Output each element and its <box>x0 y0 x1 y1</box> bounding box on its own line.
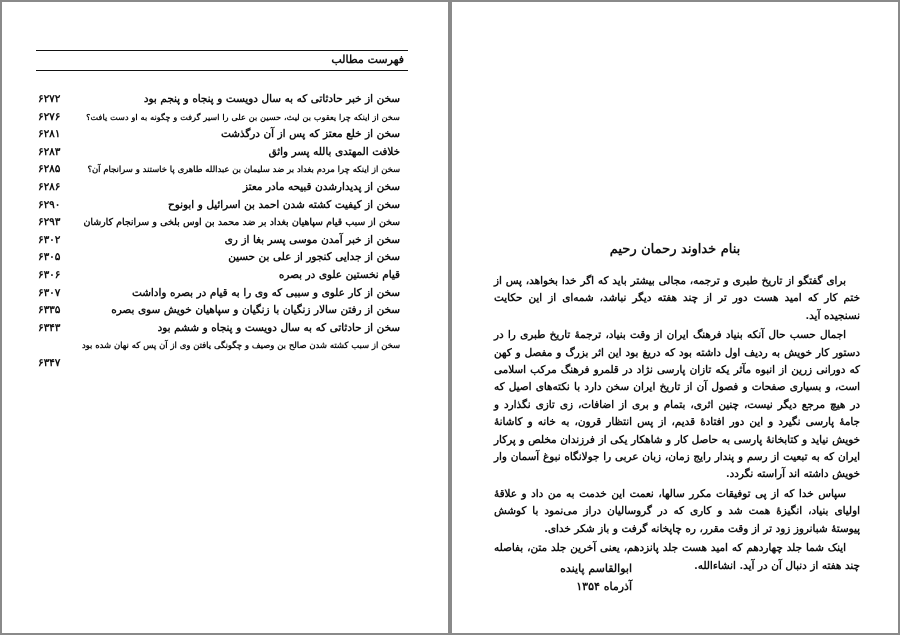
toc-entry-page-number: ۶۲۸۵ <box>38 163 61 176</box>
toc-entry <box>38 355 400 373</box>
toc-entry-title: سخن از کیفیت کشته شدن احمد بن اسرائیل و ابونوح <box>168 198 400 211</box>
toc-entry-title: سخن از کار علوی و سببی که وی را به قیام در بصره واداشت <box>132 286 400 299</box>
toc-entry-page-number: ۶۳۴۷ <box>38 356 61 369</box>
toc-entry <box>38 144 400 162</box>
signature <box>512 560 632 596</box>
toc-entry-title: سخن از خلع معتز که پس از آن درگذشت <box>220 128 400 141</box>
toc-entry-title: سخن از سبب قیام سپاهیان بغداد بر ضد محمد بن اوس بلخی و سرانجام کارشان <box>83 217 400 229</box>
toc-entry <box>38 91 400 109</box>
toc-entry-title: سخن از رفتن سالار زنگیان با زنگیان و سپاهیان خویش سوی بصره <box>111 304 400 317</box>
toc-entry <box>38 337 400 355</box>
toc-entry <box>38 302 400 320</box>
toc-entry-page-number: ۶۳۰۶ <box>38 268 61 281</box>
toc-entry-page-number: ۶۲۷۶ <box>38 110 61 123</box>
preface-title: بنام خداوند رحمان رحیم <box>609 242 741 257</box>
preface-paragraph-1: برای گفتگو از تاریخ طبری و ترجمه، مجالی بیشتر باید که اگر خدا بخواهد، پس از ختم کار که امید هست دور تر از چند هفته دیگر نباشد، شمه‌ای از این حکایت نسنجیده آید. <box>494 275 860 322</box>
toc-entry <box>38 249 400 267</box>
toc-entry-title: قیام نخستین علوی در بصره <box>278 268 400 281</box>
preface-paragraph-2: اجمال حسب حال آنکه بنیاد فرهنگ ایران از وقت بنیاد، ترجمهٔ تاریخ طبری را در دستور کار خویش به ردیف اول داشته بود که دریغ بود این اثر بزرگ و مفصل و کهن که دورانی زرین از انبوه مآثر یکه تازان پارسی نژاد در قلمرو فرهنگ مرکب اسلامی است، و بسیاری صفحات و فصول آن از تاریخ ایران سخن دارد با نکته‌های اصیل که در هیچ مرجع دیگر نیست، چنین اثری، بتمام و بری از اضافات، زی تازی نگذارد و جامهٔ پارسی نگیرد و این دور افتادهٔ قدیم، از پس انتظار قرون، به خانه و کاشانهٔ خویش نیاید و کتابخانهٔ پارسی به حاصل کار و شاهکار یکی از فرزندان مخلص و پرکار ایران که به تبعیت از رسم و پندار رایج زمان، زبان عربی را جولانگاه نبوغ آسمان وار خویش داشته اند آراسته نگردد. <box>494 329 860 481</box>
toc-entry <box>38 214 400 232</box>
toc-entry <box>38 285 400 303</box>
preface-page <box>452 2 898 633</box>
preface-paragraph-4: اینک شما جلد چهاردهم که امید هست جلد پانزدهم، یعنی آخرین جلد متن، بفاصله چند هفته از دنبال آن در آید. انشاءالله. <box>494 542 860 572</box>
toc-entry-page-number: ۶۲۸۶ <box>38 180 61 193</box>
toc-entry-page-number: ۶۳۰۷ <box>38 286 61 299</box>
toc-entry-page-number: ۶۳۴۳ <box>38 321 61 334</box>
toc-entry <box>38 161 400 179</box>
toc-entry-title: سخن از اینکه چرا مردم بغداد بر ضد سلیمان بن عبدالله طاهری پا خاستند و سرانجام آن؟ <box>87 164 400 175</box>
toc-entry <box>38 267 400 285</box>
toc-entry-title: سخن از سبب کشته شدن صالح بن وصیف و چگونگی یافتن وی از آن پس که نهان شده بود <box>81 340 400 351</box>
toc-entry <box>38 320 400 338</box>
toc-entry <box>38 179 400 197</box>
preface-paragraph-3: سپاس خدا که از پی توفیقات مکرر سالها، نعمت این خدمت به من داد و علاقهٔ اولیای بنیاد، انگیزهٔ همت شد و کاری که در گروسالیان دراز می‌نمود با کوشش پیوستهٔ شبانروز زود تر از وقت مقرر، ره چاپخانه گرفت و باز شکر خدای. <box>494 487 860 535</box>
toc-entry-page-number: ۶۲۸۳ <box>38 145 61 158</box>
toc-entry <box>38 232 400 250</box>
toc-entry-title: سخن از اینکه چرا یعقوب بن لیث، حسین بن علی را اسیر گرفت و چگونه به او دست یافت؟ <box>86 111 400 122</box>
toc-entry-page-number: ۶۲۷۲ <box>38 93 61 105</box>
toc-entry <box>38 197 400 215</box>
toc-entry-title: سخن از حادثاتی که به سال دویست و پنجاه و ششم بود <box>157 321 400 334</box>
toc-entry-page-number: ۶۲۹۰ <box>38 198 61 211</box>
toc-entry <box>38 109 400 127</box>
toc-entry-page-number: ۶۲۸۱ <box>38 128 61 141</box>
toc-entry-page-number: ۶۳۰۲ <box>38 233 61 246</box>
toc-list <box>38 91 400 373</box>
signature-name: ابوالقاسم پاینده <box>560 562 632 575</box>
toc-entry-title: سخن از خبر حادثاتی که به سال دویست و پنجاه و پنجم بود <box>143 93 400 105</box>
signature-date: آذرماه ۱۳۵۴ <box>576 580 632 593</box>
toc-page <box>2 2 448 633</box>
toc-entry-title: سخن از جدایی کنجور از علی بن حسین <box>228 251 400 264</box>
toc-entry <box>38 126 400 144</box>
toc-title: فهرست مطالب <box>331 53 404 66</box>
toc-entry-title: سخن از خبر آمدن موسی پسر بغا از ری <box>224 233 400 246</box>
toc-entry-page-number: ۶۳۳۵ <box>38 304 61 317</box>
toc-entry-page-number: ۶۲۹۳ <box>38 216 61 229</box>
preface-body <box>494 273 860 577</box>
toc-header <box>36 50 408 71</box>
toc-entry-page-number: ۶۳۰۵ <box>38 251 61 264</box>
toc-entry-title: خلافت المهتدی بالله پسر واثق <box>268 145 400 158</box>
toc-entry-title: سخن از پدیدارشدن قبیحه مادر معتز <box>242 180 400 193</box>
